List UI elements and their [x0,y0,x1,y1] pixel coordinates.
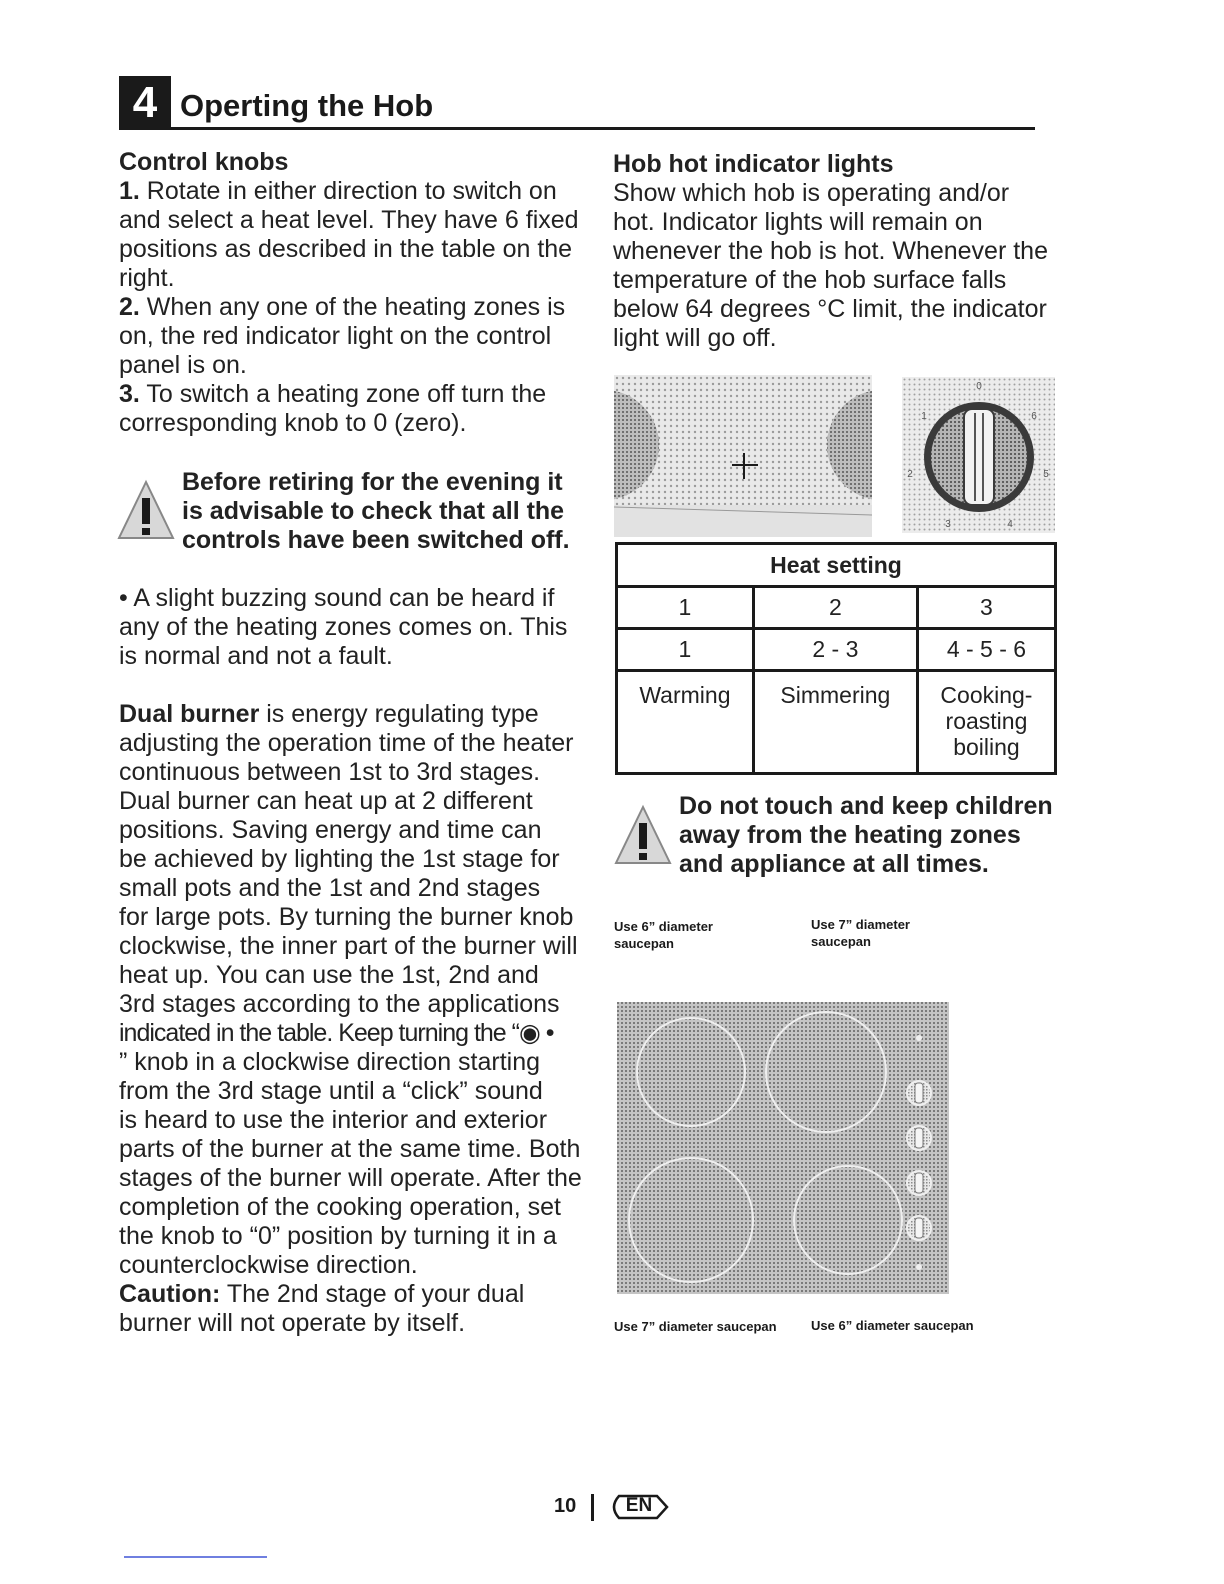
text-line: positions. Saving energy and time can [119,816,542,844]
item-number: 2. [119,293,140,321]
table-cell: 1 [617,587,754,629]
cooktop-closeup-illustration [614,375,872,537]
item-number: 3. [119,380,140,408]
table-cell: Simmering [753,671,917,774]
text-line: continuous between 1st to 3rd stages. [119,758,541,786]
text-line: temperature of the hob surface falls [613,266,1007,294]
text-line: 3rd stages according to the applications [119,990,560,1018]
text-line: To switch a heating zone off turn the [139,380,547,408]
warning-children [679,792,1069,879]
table-cell: 4 - 5 - 6 [917,629,1055,671]
table-cell: 3 [917,587,1055,629]
text-line: indicated in the table. Keep turning the “◉ • [119,1019,554,1047]
hob-top-view-diagram [617,1002,949,1294]
text-line: is advisable to check that all the [182,497,565,525]
warning-evening-check [182,468,582,555]
buzzing-note [119,584,579,671]
text-line: • A slight buzzing sound can be heard if [119,584,555,612]
heat-setting-table [615,542,1057,775]
text-line: and appliance at all times. [679,850,989,878]
text-line: is energy regulating type [259,700,539,728]
text-line: stages of the burner will operate. After the [119,1164,582,1192]
section-number-badge: 4 [119,76,171,130]
knob-label-5: 5 [1043,469,1049,480]
text-line: clockwise, the inner part of the burner will [119,932,578,960]
text-line: adjusting the operation time of the heater [119,729,574,757]
header-rule [119,127,1035,130]
text-line: light will go off. [613,324,777,352]
text-line: The 2nd stage of your dual [220,1280,525,1308]
warning-triangle-icon [613,803,673,869]
table-cell: 1 [617,629,754,671]
control-knobs-heading: Control knobs [119,148,289,176]
text-line: parts of the burner at the same time. Both [119,1135,581,1163]
text-line: saucepan [614,936,674,951]
text-line: Before retiring for the evening it [182,468,563,496]
control-knob-illustration [902,377,1055,533]
text-line: positions as described in the table on the [119,235,573,263]
table-cell: 2 - 3 [753,629,917,671]
caution-label: Caution: [119,1280,221,1308]
table-cell: 2 [753,587,917,629]
caption-bottom-right: Use 6” diameter saucepan [811,1318,974,1333]
text-line: is heard to use the interior and exterior [119,1106,548,1134]
knob-label-3: 3 [945,519,951,530]
text-line: saucepan [811,934,871,949]
text-line: completion of the cooking operation, set [119,1193,561,1221]
knob-label-4: 4 [1007,519,1013,530]
footer-separator [591,1494,594,1521]
text-line: is normal and not a fault. [119,642,393,670]
text-line: controls have been switched off. [182,526,570,554]
dual-burner-section [119,700,589,1338]
text-line: hot. Indicator lights will remain on [613,208,983,236]
text-line: and select a heat level. They have 6 fixed [119,206,579,234]
text-line: boiling [953,734,1020,760]
text-line: the knob to “0” position by turning it in a [119,1222,557,1250]
page-number: 10 [554,1495,577,1517]
text-line: any of the heating zones comes on. This [119,613,568,641]
text-line: ” knob in a clockwise direction starting [119,1048,541,1076]
language-badge: EN [625,1495,653,1516]
text-line: Do not touch and keep children [679,792,1053,820]
text-line: whenever the hob is hot. Whenever the [613,237,1048,265]
bottom-edge-line [124,1556,267,1558]
caption-bottom-left: Use 7” diameter saucepan [614,1319,777,1334]
text-line: Dual burner can heat up at 2 different [119,787,533,815]
table-cell [917,671,1055,774]
knob-label-2: 2 [907,469,913,480]
text-line: burner will not operate by itself. [119,1309,466,1337]
page-title: Operting the Hob [180,88,434,123]
table-title: Heat setting [617,544,1056,587]
text-line: be achieved by lighting the 1st stage for [119,845,560,873]
text-line: small pots and the 1st and 2nd stages [119,874,541,902]
text-line: from the 3rd stage until a “click” sound [119,1077,543,1105]
text-line: counterclockwise direction. [119,1251,418,1279]
text-line: heat up. You can use the 1st, 2nd and [119,961,539,989]
text-line: roasting [945,708,1028,734]
indicator-lights-text [613,179,1053,353]
knob-label-1: 1 [921,411,927,422]
text-line: Use 7” diameter [811,917,910,932]
text-line: below 64 degrees °C limit, the indicator [613,295,1047,323]
knob-label-6: 6 [1031,411,1037,422]
control-knobs-item-1 [119,177,579,438]
text-line: right. [119,264,175,292]
text-line: panel is on. [119,351,247,379]
text-line: When any one of the heating zones is [139,293,566,321]
text-line: Cooking- [940,682,1033,708]
caption-top-left [614,918,713,952]
text-line: Rotate in either direction to switch on [139,177,557,205]
text-line: corresponding knob to 0 (zero). [119,409,467,437]
item-number: 1. [119,177,140,205]
knob-label-0: 0 [976,381,982,392]
warning-triangle-icon [116,478,176,544]
text-line: for large pots. By turning the burner knob [119,903,574,931]
indicator-lights-heading: Hob hot indicator lights [613,150,894,178]
text-line: Show which hob is operating and/or [613,179,1010,207]
text-line: on, the red indicator light on the control [119,322,552,350]
text-line: Use 6” diameter [614,919,713,934]
caption-top-right [811,916,910,950]
text-line: away from the heating zones [679,821,1021,849]
table-cell: Warming [617,671,754,774]
dual-burner-lead: Dual burner [119,700,260,728]
